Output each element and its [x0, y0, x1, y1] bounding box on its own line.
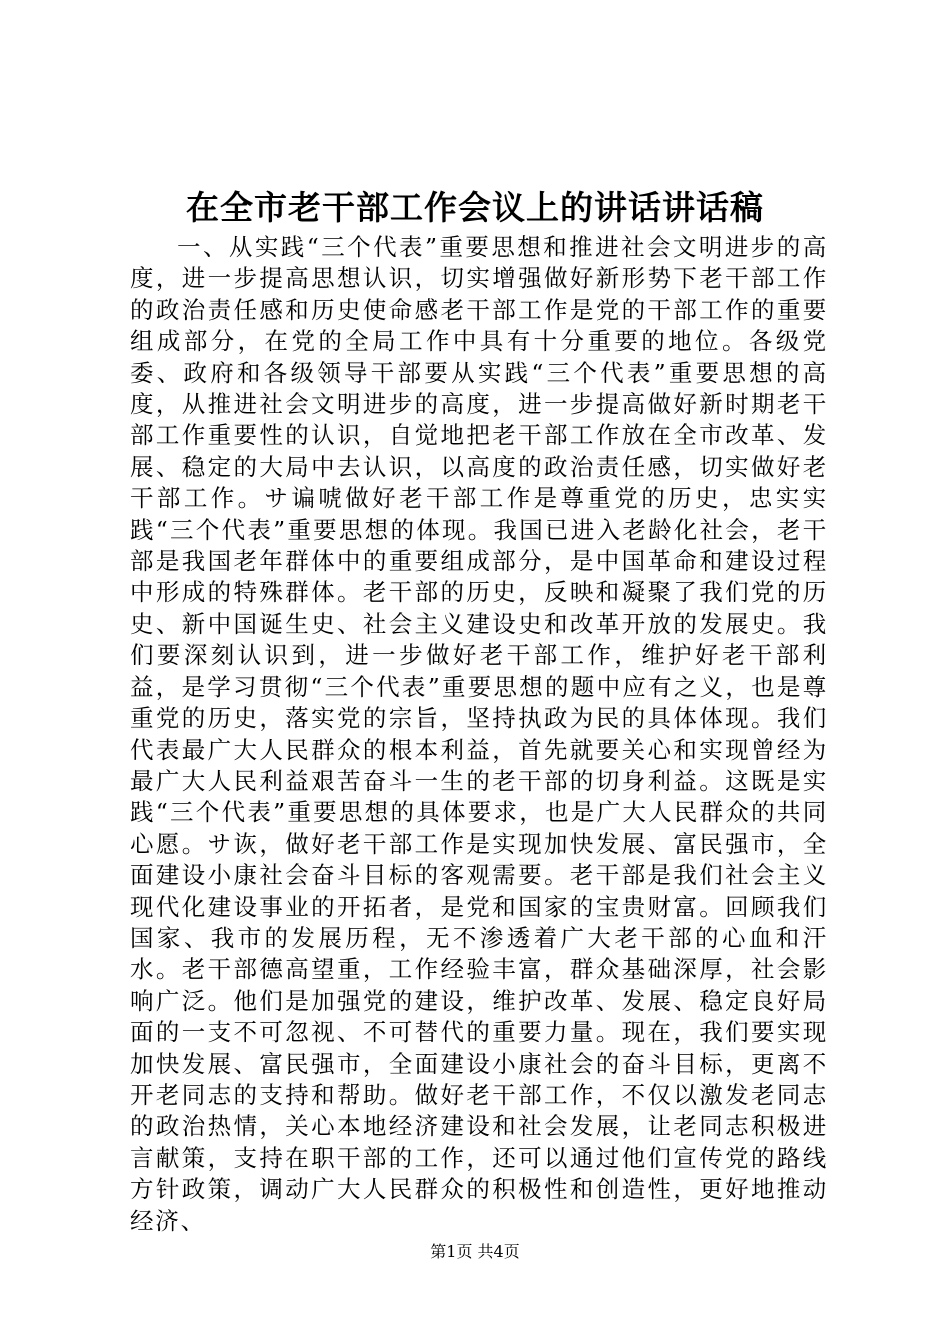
document-title: 在全市老干部工作会议上的讲话讲话稿: [186, 188, 764, 227]
body-paragraph: 一、从实践“三个代表”重要思想和推进社会文明进步的高度，进一步提高思想认识，切实增强做好新形势下老干部工作的政治责任感和历史使命感老干部工作是党的干部工作的重要组成部分，在党的全局工作中具有十分重要的地位。各级党委、政府和各级领导干部要从实践“三个代表”重要思想的高度，从推进社会文明进步的高度，进一步提高做好新时期老干部工作重要性的认识，自觉地把老干部工作放在全市改革、发展、稳定的大局中去认识，以高度的政治责任感，切实做好老干部工作。サ谝唬做好老干部工作是尊重党的历史，忠实实践“三个代表”重要思想的体现。我国已进入老龄化社会，老干部是我国老年群体中的重要组成部分，是中国革命和建设过程中形成的特殊群体。老干部的历史，反映和凝聚了我们党的历史、新中国诞生史、社会主义建设史和改革开放的发展史。我们要深刻认识到，进一步做好老干部工作，维护好老干部利益，是学习贯彻“三个代表”重要思想的题中应有之义，也是尊重党的历史，落实党的宗旨，坚持执政为民的具体体现。我们代表最广大人民群众的根本利益，首先就要关心和实现曾经为最广大人民利益艰苦奋斗一生的老干部的切身利益。这既是实践“三个代表”重要思想的具体要求，也是广大人民群众的共同心愿。サ诙，做好老干部工作是实现加快发展、富民强市，全面建设小康社会奋斗目标的客观需要。老干部是我们社会主义现代化建设事业的开拓者，是党和国家的宝贵财富。回顾我们国家、我市的发展历程，无不渗透着广大老干部的心血和汗水。老干部德高望重，工作经验丰富，群众基础深厚，社会影响广泛。他们是加强党的建设，维护改革、发展、稳定良好局面的一支不可忽视、不可替代的重要力量。现在，我们要实现加快发展、富民强市，全面建设小康社会的奋斗目标，更离不开老同志的支持和帮助。做好老干部工作，不仅以激发老同志的政治热情，关心本地经济建设和社会发展，让老同志积极进言献策，支持在职干部的工作，还可以通过他们宣传党的路线方针政策，调动广大人民群众的积极性和创造性，更好地推动经济、: [130, 233, 828, 1235]
page-number-footer: 第1页 共4页: [430, 1242, 520, 1261]
